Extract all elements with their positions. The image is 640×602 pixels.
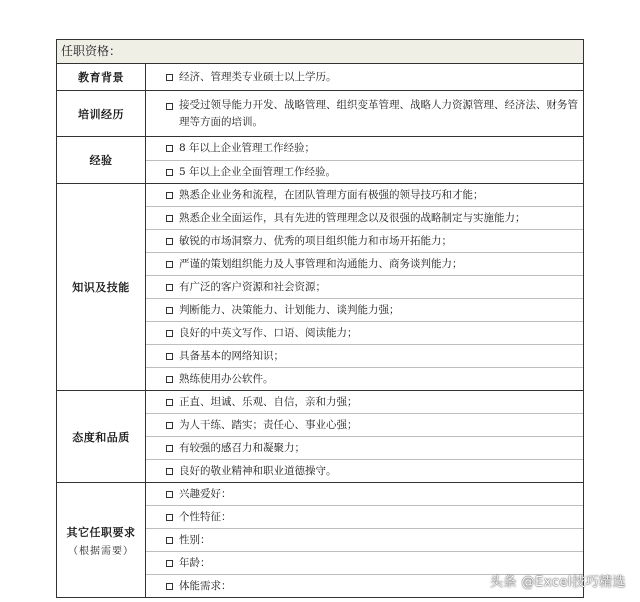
list-item: 性别： [146, 528, 583, 551]
list-item: 年龄： [146, 551, 583, 574]
row-items-training [146, 91, 584, 137]
list-item: 接受过领导能力开发、战略管理、组织变革管理、战略人力资源管理、经济法、财务管理等方面的培训。 [146, 91, 583, 136]
checkbox-icon[interactable] [166, 445, 173, 452]
row-label-skills: 知识及技能 [57, 184, 146, 391]
row-items-skills [146, 184, 584, 391]
qualification-sheet [56, 39, 584, 598]
checkbox-icon[interactable] [166, 74, 173, 81]
row-items-education [146, 64, 584, 91]
checkbox-icon[interactable] [166, 261, 173, 268]
checkbox-icon[interactable] [166, 583, 173, 590]
list-item: 8 年以上企业管理工作经验； [146, 137, 583, 160]
checkbox-icon[interactable] [166, 376, 173, 383]
list-item: 敏锐的市场洞察力、优秀的项目组织能力和市场开拓能力； [146, 229, 583, 252]
list-item: 熟悉企业业务和流程，在团队管理方面有极强的领导技巧和才能； [146, 184, 583, 206]
row-label-training: 培训经历 [57, 91, 146, 137]
list-item: 兴趣爱好： [146, 483, 583, 505]
section-header: 任职资格： [57, 40, 583, 64]
checkbox-icon[interactable] [166, 215, 173, 222]
checkbox-icon[interactable] [166, 514, 173, 521]
checkbox-icon[interactable] [166, 399, 173, 406]
list-item: 有广泛的客户资源和社会资源； [146, 275, 583, 298]
checkbox-icon[interactable] [166, 491, 173, 498]
checkbox-icon[interactable] [166, 284, 173, 291]
row-label-other [57, 483, 146, 598]
checkbox-icon[interactable] [166, 468, 173, 475]
list-item: 体能需求： [146, 574, 583, 597]
list-item: 判断能力、决策能力、计划能力、谈判能力强； [146, 298, 583, 321]
list-item: 为人干练、踏实；责任心、事业心强； [146, 413, 583, 436]
row-label-experience: 经验 [57, 137, 146, 184]
checkbox-icon[interactable] [166, 238, 173, 245]
row-label-other-title: 其它任职要求 [66, 525, 136, 539]
checkbox-icon[interactable] [166, 560, 173, 567]
list-item: 5 年以上企业全面管理工作经验。 [146, 160, 583, 183]
checkbox-icon[interactable] [166, 103, 173, 110]
row-label-other-sublabel: （根据需要） [68, 545, 134, 557]
list-item: 经济、管理类专业硕士以上学历。 [146, 64, 583, 90]
checkbox-icon[interactable] [166, 192, 173, 199]
list-item: 具备基本的网络知识； [146, 344, 583, 367]
list-item: 个性特征： [146, 505, 583, 528]
list-item: 良好的敬业精神和职业道德操守。 [146, 459, 583, 482]
row-items-experience [146, 137, 584, 184]
checkbox-icon[interactable] [166, 307, 173, 314]
table-row-skills [57, 184, 583, 391]
watermark: 头条 @Excel技巧精选 [489, 575, 626, 590]
list-item: 熟悉企业全面运作，具有先进的管理理念以及很强的战略制定与实施能力； [146, 206, 583, 229]
checkbox-icon[interactable] [166, 169, 173, 176]
checkbox-icon[interactable] [166, 145, 173, 152]
qualification-table [57, 64, 583, 598]
table-row-experience [57, 137, 583, 184]
list-item: 有较强的感召力和凝聚力； [146, 436, 583, 459]
list-item: 正直、坦诚、乐观、自信，亲和力强； [146, 391, 583, 413]
list-item: 严谨的策划组织能力及人事管理和沟通能力、商务谈判能力； [146, 252, 583, 275]
row-label-attitude: 态度和品质 [57, 391, 146, 483]
list-item: 良好的中英文写作、口语、阅读能力； [146, 321, 583, 344]
list-item: 熟练使用办公软件。 [146, 367, 583, 390]
checkbox-icon[interactable] [166, 353, 173, 360]
checkbox-icon[interactable] [166, 537, 173, 544]
table-row-attitude [57, 391, 583, 483]
table-row-education [57, 64, 583, 91]
checkbox-icon[interactable] [166, 422, 173, 429]
table-row-training [57, 91, 583, 137]
row-items-attitude [146, 391, 584, 483]
row-label-education: 教育背景 [57, 64, 146, 91]
checkbox-icon[interactable] [166, 330, 173, 337]
